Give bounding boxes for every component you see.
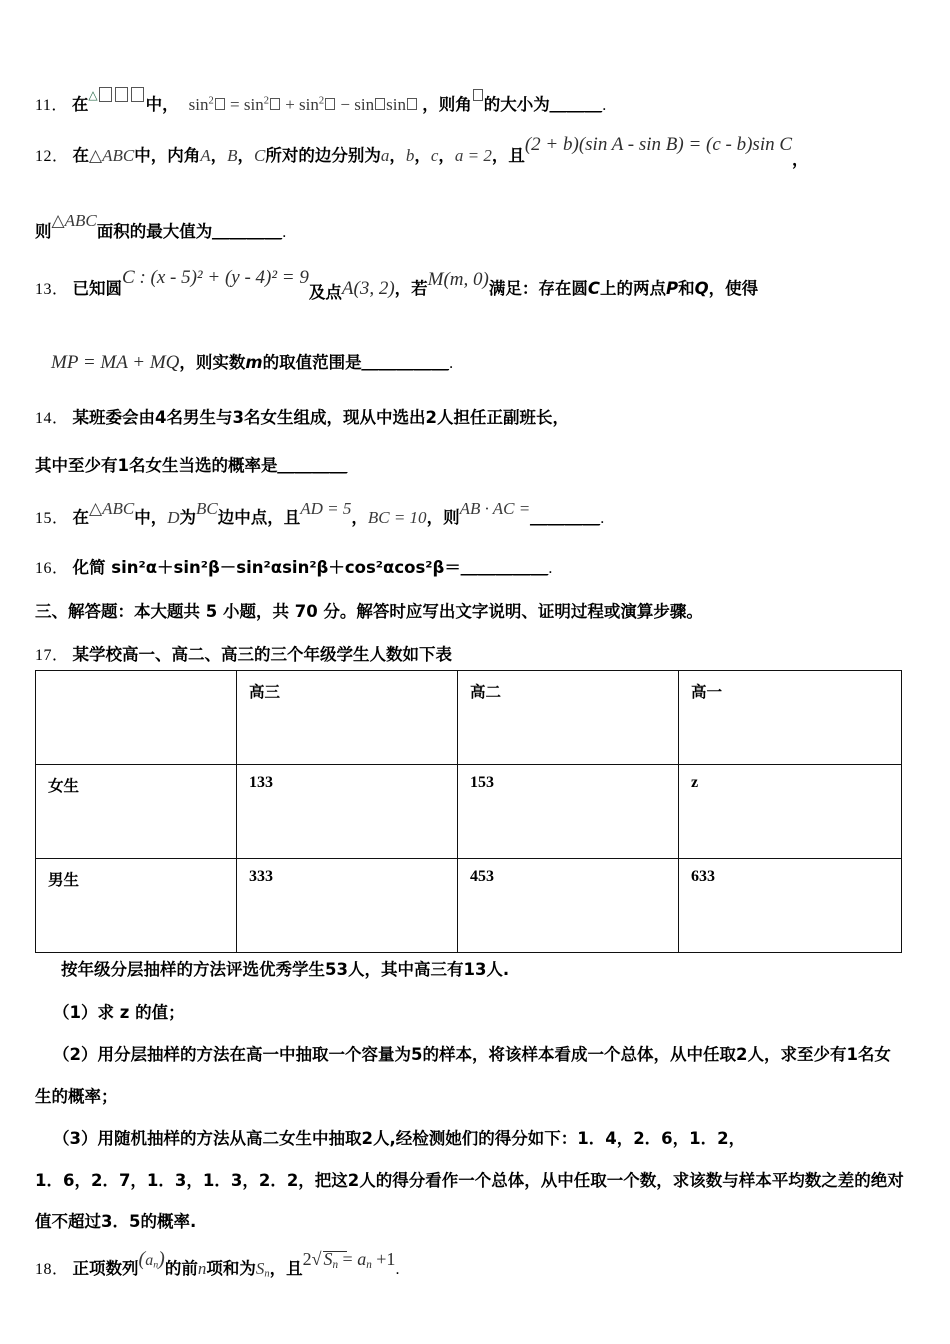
- question-11: [35, 88, 919, 114]
- q12-blank: ＿＿＿＿: [212, 222, 283, 241]
- q13-point-q-label: Q: [694, 279, 709, 298]
- q12-a-equals: a = 2: [454, 146, 492, 165]
- q18-lead: 正项数列: [72, 1258, 139, 1278]
- q18-text-2: 项和为: [206, 1258, 256, 1278]
- question-11-formula: $\sin^2 = \sin^2 + \sin^2 - \sin \sin$: [189, 95, 423, 114]
- q17-part-1-text: （1）求 z 的值；: [53, 1002, 185, 1022]
- table-header-grade-3: 高三: [237, 671, 458, 765]
- question-12-line-1: [35, 134, 919, 169]
- q17-stem-text: 某学校高一、高二、高三的三个年级学生人数如下表: [72, 645, 453, 664]
- q12-angle-a: A: [200, 146, 211, 165]
- question-11-period: .: [602, 97, 607, 114]
- q12-text-3: ，且: [491, 146, 525, 165]
- q18-text-1: 的前: [164, 1258, 198, 1278]
- q12-text-1: 中，内角: [134, 146, 201, 165]
- question-13-number: 13．: [35, 281, 69, 298]
- female-grade3-value: 133: [237, 765, 458, 859]
- q18-n: n: [197, 1258, 207, 1278]
- q12-side-a: a: [380, 146, 390, 165]
- row-label-female: 女生: [36, 765, 237, 859]
- question-13-line-2: [35, 353, 919, 372]
- q18-formula: 2√ $S_n = a_n +1$: [302, 1248, 396, 1271]
- table-header-grade-2: 高二: [458, 671, 679, 765]
- q12-sep-1: ，: [210, 146, 228, 165]
- section-header-text: 三、解答题：本大题共 5 小题，共 70 分。解答时应写出文字说明、证明过程或演算步骤。: [35, 602, 703, 621]
- male-grade2-value: 453: [458, 859, 679, 953]
- q13-circle-c: C: [587, 279, 600, 298]
- q17-part-3-text: （3）用随机抽样的方法从高二女生中抽取2人,经检测她们的得分如下：1．4，2．6，1．2，: [53, 1129, 746, 1148]
- q15-sep: ，: [351, 508, 368, 527]
- q15-text-3: 边中点，且: [217, 508, 301, 527]
- q17-part-3: [53, 1131, 919, 1148]
- question-11-lead: 在: [71, 95, 89, 114]
- table-row: [36, 765, 902, 859]
- female-grade2-value: 153: [458, 765, 679, 859]
- q13-text-3: 满足：存在圆: [488, 279, 588, 298]
- q12-triangle-abc: △ABC: [89, 146, 135, 165]
- table-header-corner: [36, 671, 237, 765]
- q17-part-2-text: （2）用分层抽样的方法在高一中抽取一个容量为5的样本，将该样本看成一个总体，从中任取2人，求至少有1名女: [53, 1045, 891, 1064]
- q13-text-6: ，使得: [708, 279, 759, 298]
- question-14-number: 14．: [35, 410, 69, 427]
- q12-side-b: b: [405, 146, 415, 165]
- q13-vector-equation: MP = MA + MQ: [51, 352, 180, 373]
- male-grade3-value: 333: [237, 859, 458, 953]
- q13-text-5: 和: [678, 279, 695, 298]
- q17-part-3-cont-text: 1．6，2．7，1．3，1．3，2．2，把这2人的得分看作一个总体，从中任取一个数，求该数与样本平均数之差的绝对: [35, 1170, 904, 1190]
- section-three-header: [35, 604, 919, 621]
- table-header-row: [36, 671, 902, 765]
- q13-line2-text: ，则实数: [179, 353, 246, 372]
- question-11-tail-a: ，则角: [422, 95, 472, 114]
- q18-text-3: ，且: [269, 1258, 303, 1278]
- q16-expression: 化简 sin²α＋sin²β－sin²αsin²β＋cos²αcos²β＝: [72, 558, 461, 577]
- q12-comma: ，: [792, 150, 809, 169]
- q13-line2-text2: 的取值范围是: [262, 353, 362, 372]
- q13-lead: 已知圆: [72, 279, 123, 298]
- male-grade1-value: 633: [679, 859, 902, 953]
- question-14-line-2: [35, 458, 919, 475]
- question-17-stem: [35, 647, 919, 664]
- q15-triangle: △ABC: [89, 499, 135, 518]
- q13-point-m: M(m, 0): [427, 269, 489, 290]
- question-11-tail-c: 的大小为: [483, 95, 550, 114]
- q12-sep-2: ，: [237, 146, 254, 165]
- q17-part-3-cont: [35, 1170, 919, 1190]
- question-18: [35, 1247, 919, 1280]
- q13-circle-equation: C : (x - 5)² + (y - 4)² = 9: [122, 267, 309, 288]
- q13-period: .: [449, 355, 454, 372]
- q13-text-4: 上的两点: [599, 279, 666, 298]
- q12-formula: (2 + b)(sin A - sin B) = (c - b)sin C: [524, 134, 793, 155]
- q15-ad-value: AD = 5: [300, 499, 352, 518]
- q13-point-p-label: P: [665, 279, 679, 298]
- q15-blank: ＿＿＿＿: [530, 508, 601, 527]
- question-13-line-1: [35, 267, 919, 302]
- q13-text-1: 及点: [308, 283, 342, 302]
- question-12-number: 12．: [35, 148, 69, 165]
- table-row: [36, 859, 902, 953]
- question-15-number: 15．: [35, 510, 69, 527]
- question-14-line-1: [35, 410, 919, 427]
- page-content: [35, 88, 919, 1280]
- q12-sep-5: ，: [438, 146, 455, 165]
- q15-point-d: D: [167, 508, 180, 527]
- q12-angle-c: C: [253, 146, 266, 165]
- row-label-male: 男生: [36, 859, 237, 953]
- q12-line2-lead: 则: [35, 222, 52, 241]
- q12-period: .: [282, 224, 287, 241]
- q15-text-1: 中，: [134, 508, 168, 527]
- q17-note-text: 按年级分层抽样的方法评选优秀学生53人，其中高三有13人.: [61, 960, 510, 979]
- q14-text-line2: 其中至少有1名女生当选的概率是: [35, 456, 278, 475]
- triangle-icon: △: [88, 88, 98, 102]
- question-17-number: 17．: [35, 647, 69, 664]
- q17-part-3-end: [35, 1214, 919, 1231]
- q15-lead: 在: [72, 508, 90, 527]
- q13-variable-m: m: [245, 353, 263, 372]
- q17-part-2-cont-text: 生的概率；: [35, 1086, 118, 1106]
- female-grade1-value: z: [679, 765, 902, 859]
- q18-sequence: $(a_n)$: [138, 1247, 165, 1270]
- question-11-blank: ＿＿＿: [549, 95, 603, 114]
- q15-text-4: ，则: [426, 508, 460, 527]
- q12-text-2: 所对的边分别为: [265, 146, 381, 165]
- q12-lead: 在: [72, 146, 90, 165]
- q15-segment-bc: BC: [195, 499, 218, 518]
- q12-line2-text: 面积的最大值为: [96, 222, 213, 241]
- question-11-vertices: [98, 88, 146, 105]
- q17-part-1: [53, 1002, 919, 1022]
- q13-blank: ＿＿＿＿＿: [361, 353, 450, 372]
- question-12-line-2: [35, 211, 919, 241]
- question-18-number: 18．: [35, 1260, 69, 1278]
- q17-part-3-end-text: 值不超过3．5的概率.: [35, 1212, 197, 1231]
- q17-note: [61, 962, 919, 979]
- question-11-tail-b: [472, 95, 484, 114]
- q12-side-c: c: [430, 146, 439, 165]
- q18-period: .: [395, 1260, 400, 1278]
- question-15: [35, 499, 919, 527]
- q14-blank: ＿＿＿＿: [277, 456, 348, 475]
- question-11-number: 11．: [35, 97, 68, 114]
- q12-sep-3: ，: [389, 146, 406, 165]
- q14-text-line1: 某班委会由4名男生与3名女生组成，现从中选出2人担任正副班长，: [72, 408, 569, 427]
- q12-angle-b: B: [227, 146, 238, 165]
- grades-table: [35, 670, 902, 953]
- q17-part-2: [53, 1047, 919, 1064]
- question-16: [35, 560, 919, 577]
- q15-text-2: 为: [179, 508, 196, 527]
- q16-blank: ＿＿＿＿＿: [460, 558, 549, 577]
- q13-point-a: A(3, 2): [341, 278, 395, 299]
- q15-dot-product: AB · AC =: [459, 499, 531, 518]
- q12-sep-4: ，: [414, 146, 431, 165]
- question-11-mid: 中，: [145, 95, 179, 114]
- q12-line2-triangle: △ABC: [51, 211, 97, 230]
- q17-part-2-cont: [35, 1086, 919, 1106]
- question-16-number: 16．: [35, 560, 69, 577]
- table-header-grade-1: 高一: [679, 671, 902, 765]
- q15-bc-value: BC = 10: [367, 508, 427, 527]
- q18-sn: $S_n$: [255, 1258, 270, 1280]
- q13-text-2: ，若: [394, 279, 428, 298]
- q16-period: .: [548, 560, 553, 577]
- q15-period: .: [600, 510, 605, 527]
